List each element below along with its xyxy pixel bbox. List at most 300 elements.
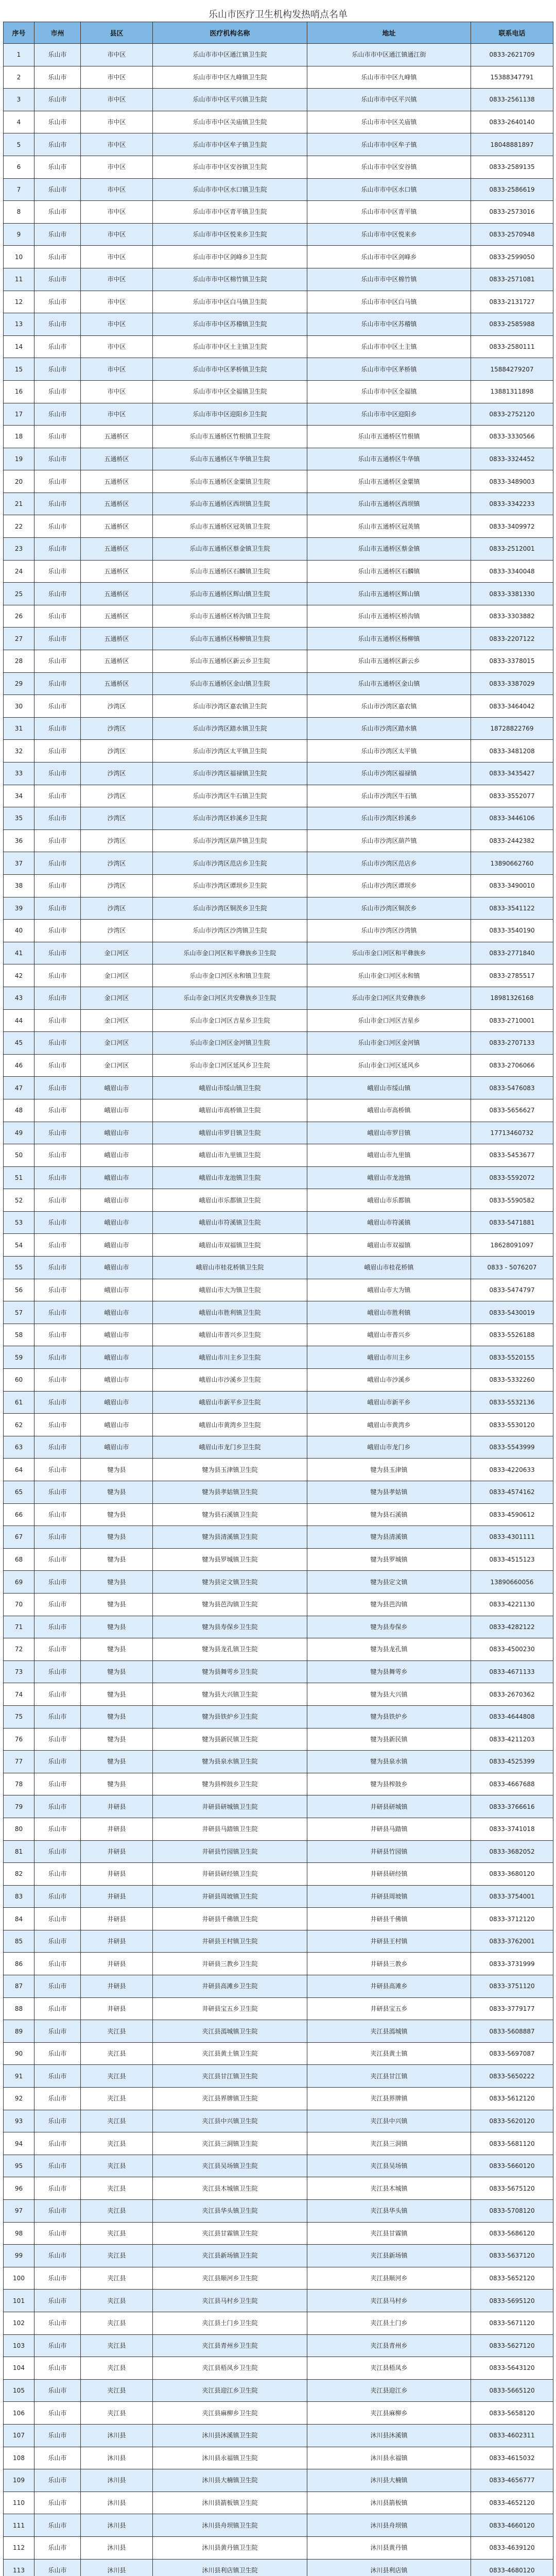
cell-phone: 0833-2561138	[471, 89, 553, 111]
cell-county: 夹江县	[81, 2177, 153, 2200]
cell-no: 96	[4, 2177, 34, 2200]
cell-city: 乐山市	[34, 448, 81, 470]
cell-address: 乐山市市中区茅桥镇	[307, 358, 471, 381]
cell-address: 夹江县新场镇	[307, 2245, 471, 2267]
cell-name: 峨眉山市龙门乡卫生院	[153, 1436, 307, 1459]
cell-phone: 0833-5697087	[471, 2042, 553, 2065]
table-row	[4, 762, 553, 785]
cell-address: 乐山市沙湾区沙湾镇	[307, 920, 471, 942]
table-row	[4, 2088, 553, 2110]
cell-address: 夹江县迎江乡	[307, 2379, 471, 2402]
cell-phone: 0833-3435427	[471, 762, 553, 785]
cell-no: 51	[4, 1166, 34, 1189]
table-row	[4, 1257, 553, 1279]
cell-county: 犍为县	[81, 1593, 153, 1616]
cell-county: 市中区	[81, 201, 153, 224]
cell-address: 乐山市五通桥区西坝镇	[307, 493, 471, 515]
cell-county: 峨眉山市	[81, 1346, 153, 1369]
cell-name: 夹江县马村乡卫生院	[153, 2290, 307, 2312]
cell-phone: 0833-4211203	[471, 1728, 553, 1751]
cell-address: 井研县马踏镇	[307, 1818, 471, 1840]
cell-no: 92	[4, 2088, 34, 2110]
cell-city: 乐山市	[34, 2200, 81, 2223]
cell-name: 沐川县大楠镇卫生院	[153, 2469, 307, 2492]
cell-no: 8	[4, 201, 34, 224]
cell-name: 峨眉山市胜利镇卫生院	[153, 1301, 307, 1324]
cell-no: 43	[4, 987, 34, 1009]
table-row	[4, 2536, 553, 2559]
cell-city: 乐山市	[34, 874, 81, 897]
cell-address: 乐山市市中区青平镇	[307, 201, 471, 224]
cell-address: 乐山市沙湾区谭坝乡	[307, 874, 471, 897]
cell-city: 乐山市	[34, 1391, 81, 1414]
cell-address: 犍为县寿保乡	[307, 1616, 471, 1638]
cell-city: 乐山市	[34, 829, 81, 852]
cell-county: 犍为县	[81, 1773, 153, 1795]
cell-address: 乐山市沙湾区福禄镇	[307, 762, 471, 785]
table-row	[4, 1077, 553, 1099]
cell-city: 乐山市	[34, 605, 81, 628]
cell-phone: 0833-3540190	[471, 920, 553, 942]
cell-name: 乐山市市中区青平镇卫生院	[153, 201, 307, 224]
cell-city: 乐山市	[34, 1436, 81, 1459]
cell-county: 沙湾区	[81, 717, 153, 740]
cell-name: 乐山市五通桥区冠英镇卫生院	[153, 515, 307, 538]
cell-county: 五通桥区	[81, 448, 153, 470]
cell-name: 乐山市沙湾区踏水镇卫生院	[153, 717, 307, 740]
cell-phone: 0833-2752120	[471, 403, 553, 426]
table-row	[4, 1705, 553, 1728]
table-row	[4, 1234, 553, 1257]
cell-no: 68	[4, 1548, 34, 1571]
cell-no: 46	[4, 1054, 34, 1077]
cell-no: 40	[4, 920, 34, 942]
cell-address: 乐山市市中区平兴镇	[307, 89, 471, 111]
cell-name: 峨眉山市罗目镇卫生院	[153, 1122, 307, 1144]
cell-no: 39	[4, 897, 34, 920]
cell-city: 乐山市	[34, 335, 81, 358]
cell-name: 乐山市市中区安谷镇卫生院	[153, 156, 307, 178]
table-row	[4, 852, 553, 875]
cell-phone: 0833-5543999	[471, 1436, 553, 1459]
cell-phone: 0833-3731999	[471, 1953, 553, 1975]
cell-city: 乐山市	[34, 942, 81, 964]
table-row	[4, 538, 553, 561]
cell-county: 犍为县	[81, 1728, 153, 1751]
cell-no: 74	[4, 1683, 34, 1706]
cell-address: 沐川县舟坝镇	[307, 2514, 471, 2537]
cell-address: 夹江县三洞镇	[307, 2132, 471, 2155]
table-row	[4, 2132, 553, 2155]
table-row	[4, 1346, 553, 1369]
cell-name: 夹江县吴场镇卫生院	[153, 2155, 307, 2177]
cell-name: 沐川县利店镇卫生院	[153, 2559, 307, 2576]
cell-city: 乐山市	[34, 1638, 81, 1661]
cell-address: 夹江县华头镇	[307, 2200, 471, 2223]
cell-no: 5	[4, 133, 34, 156]
cell-city: 乐山市	[34, 1369, 81, 1392]
cell-address: 乐山市沙湾区葫芦镇	[307, 829, 471, 852]
cell-phone: 0833-2771840	[471, 942, 553, 964]
cell-no: 9	[4, 223, 34, 246]
cell-name: 夹江县麻柳乡卫生院	[153, 2402, 307, 2425]
cell-address: 夹江县漹城镇	[307, 2020, 471, 2043]
cell-phone: 0833-4667688	[471, 1773, 553, 1795]
cell-phone: 0833-2571081	[471, 268, 553, 291]
cell-name: 夹江县黄土镇卫生院	[153, 2042, 307, 2065]
cell-county: 市中区	[81, 313, 153, 336]
cell-county: 峨眉山市	[81, 1189, 153, 1212]
cell-address: 乐山市市中区棉竹镇	[307, 268, 471, 291]
table-row	[4, 1683, 553, 1706]
cell-address: 峨眉山市沙溪乡	[307, 1369, 471, 1392]
cell-name: 峨眉山市绥山镇卫生院	[153, 1077, 307, 1099]
cell-phone: 0833-3741018	[471, 1818, 553, 1840]
cell-city: 乐山市	[34, 1751, 81, 1773]
cell-county: 井研县	[81, 1818, 153, 1840]
table-row	[4, 313, 553, 336]
cell-county: 沙湾区	[81, 852, 153, 875]
cell-no: 49	[4, 1122, 34, 1144]
cell-name: 乐山市市中区茅桥镇卫生院	[153, 358, 307, 381]
cell-county: 市中区	[81, 291, 153, 313]
table-row	[4, 1795, 553, 1818]
cell-city: 乐山市	[34, 1526, 81, 1549]
table-row	[4, 2042, 553, 2065]
cell-name: 峨眉山市高桥镇卫生院	[153, 1099, 307, 1122]
cell-phone: 0833-2580111	[471, 335, 553, 358]
table-row	[4, 268, 553, 291]
cell-county: 峨眉山市	[81, 1144, 153, 1167]
cell-no: 24	[4, 560, 34, 583]
cell-address: 乐山市金口河区金河镇	[307, 1032, 471, 1055]
cell-city: 乐山市	[34, 1773, 81, 1795]
cell-city: 乐山市	[34, 178, 81, 201]
cell-city: 乐山市	[34, 920, 81, 942]
cell-phone: 0833-4680120	[471, 2559, 553, 2576]
cell-county: 峨眉山市	[81, 1211, 153, 1234]
table-row	[4, 1728, 553, 1751]
cell-name: 犍为县大兴镇卫生院	[153, 1683, 307, 1706]
fever-clinic-table	[3, 22, 553, 2576]
cell-address: 夹江县顺河乡	[307, 2267, 471, 2290]
table-row	[4, 1032, 553, 1055]
cell-name: 乐山市五通桥区西坝镇卫生院	[153, 493, 307, 515]
cell-address: 乐山市沙湾区范店乡	[307, 852, 471, 875]
cell-county: 市中区	[81, 111, 153, 133]
cell-address: 夹江县界牌镇	[307, 2088, 471, 2110]
cell-phone: 0833-5637120	[471, 2245, 553, 2267]
table-body	[4, 44, 553, 2576]
cell-no: 62	[4, 1414, 34, 1436]
cell-county: 市中区	[81, 246, 153, 268]
cell-name: 乐山市五通桥区竹根镇卫生院	[153, 426, 307, 448]
cell-no: 95	[4, 2155, 34, 2177]
table-row	[4, 1369, 553, 1392]
cell-address: 沐川县利店镇	[307, 2559, 471, 2576]
cell-address: 乐山市市中区九峰镇	[307, 66, 471, 89]
cell-no: 98	[4, 2222, 34, 2245]
cell-no: 21	[4, 493, 34, 515]
cell-city: 乐山市	[34, 987, 81, 1009]
table-row	[4, 44, 553, 66]
cell-address: 井研县三教乡	[307, 1953, 471, 1975]
cell-address: 犍为县孝姑镇	[307, 1481, 471, 1504]
cell-county: 沐川县	[81, 2424, 153, 2447]
cell-no: 29	[4, 672, 34, 695]
cell-name: 犍为县石溪镇卫生院	[153, 1503, 307, 1526]
cell-no: 59	[4, 1346, 34, 1369]
cell-name: 乐山市市中区关庙镇卫生院	[153, 111, 307, 133]
cell-name: 犍为县芭沟镇卫生院	[153, 1593, 307, 1616]
cell-address: 犍为县玉津镇	[307, 1459, 471, 1481]
cell-address: 乐山市沙湾区轸溪乡	[307, 807, 471, 830]
cell-county: 市中区	[81, 358, 153, 381]
cell-phone: 0833-5612120	[471, 2088, 553, 2110]
table-row	[4, 2020, 553, 2043]
cell-phone: 18628091097	[471, 1234, 553, 1257]
cell-name: 乐山市五通桥区杨柳镇卫生院	[153, 628, 307, 650]
cell-phone: 18981326168	[471, 987, 553, 1009]
cell-phone: 0833-4220633	[471, 1459, 553, 1481]
table-row	[4, 987, 553, 1009]
cell-city: 乐山市	[34, 156, 81, 178]
table-row	[4, 1593, 553, 1616]
cell-address: 犍为县芭沟镇	[307, 1593, 471, 1616]
cell-name: 井研县马踏镇卫生院	[153, 1818, 307, 1840]
cell-name: 夹江县梧凤乡卫生院	[153, 2357, 307, 2380]
table-row	[4, 89, 553, 111]
cell-name: 乐山市市中区迎阳乡卫生院	[153, 403, 307, 426]
cell-no: 37	[4, 852, 34, 875]
cell-county: 犍为县	[81, 1571, 153, 1594]
table-row	[4, 2110, 553, 2132]
table-row	[4, 335, 553, 358]
cell-no: 91	[4, 2065, 34, 2088]
table-row	[4, 560, 553, 583]
header-county: 县区	[81, 22, 153, 44]
cell-city: 乐山市	[34, 2312, 81, 2334]
cell-county: 犍为县	[81, 1459, 153, 1481]
table-row	[4, 470, 553, 493]
cell-phone: 0833-3464042	[471, 695, 553, 718]
cell-phone: 0833-4660120	[471, 2514, 553, 2537]
table-row	[4, 785, 553, 807]
cell-phone: 0833-2573016	[471, 201, 553, 224]
cell-county: 五通桥区	[81, 560, 153, 583]
cell-phone: 0833-2589135	[471, 156, 553, 178]
cell-address: 井研县高滩乡	[307, 1975, 471, 1998]
table-row	[4, 403, 553, 426]
table-row	[4, 2155, 553, 2177]
cell-no: 66	[4, 1503, 34, 1526]
cell-city: 乐山市	[34, 1818, 81, 1840]
table-row	[4, 2447, 553, 2469]
cell-no: 83	[4, 1885, 34, 1908]
cell-name: 峨眉山市川主乡卫生院	[153, 1346, 307, 1369]
cell-city: 乐山市	[34, 1840, 81, 1863]
cell-address: 峨眉山市胜利镇	[307, 1301, 471, 1324]
cell-county: 峨眉山市	[81, 1369, 153, 1392]
table-row	[4, 2222, 553, 2245]
cell-county: 犍为县	[81, 1548, 153, 1571]
table-row	[4, 2492, 553, 2514]
cell-city: 乐山市	[34, 1077, 81, 1099]
cell-county: 沐川县	[81, 2514, 153, 2537]
cell-city: 乐山市	[34, 2132, 81, 2155]
cell-address: 沐川县大楠镇	[307, 2469, 471, 2492]
cell-phone: 0833-5526188	[471, 1324, 553, 1346]
cell-address: 夹江县木城镇	[307, 2177, 471, 2200]
cell-no: 7	[4, 178, 34, 201]
cell-address: 乐山市金口河区永和镇	[307, 964, 471, 987]
cell-address: 乐山市五通桥区桥沟镇	[307, 605, 471, 628]
cell-city: 乐山市	[34, 1234, 81, 1257]
cell-phone: 0833-3303882	[471, 605, 553, 628]
cell-city: 乐山市	[34, 1099, 81, 1122]
cell-address: 井研县王村镇	[307, 1930, 471, 1953]
cell-name: 沐川县黄丹镇卫生院	[153, 2536, 307, 2559]
cell-name: 夹江县中兴镇卫生院	[153, 2110, 307, 2132]
cell-phone: 0833-4515123	[471, 1548, 553, 1571]
table-row	[4, 380, 553, 403]
cell-phone: 0833-5627120	[471, 2334, 553, 2357]
cell-address: 峨眉山市高桥镇	[307, 1099, 471, 1122]
cell-address: 乐山市市中区苏稽镇	[307, 313, 471, 336]
cell-address: 犍为县新民镇	[307, 1728, 471, 1751]
cell-city: 乐山市	[34, 897, 81, 920]
cell-address: 乐山市市中区水口镇	[307, 178, 471, 201]
cell-city: 乐山市	[34, 1414, 81, 1436]
cell-city: 乐山市	[34, 426, 81, 448]
cell-city: 乐山市	[34, 2334, 81, 2357]
cell-county: 市中区	[81, 268, 153, 291]
cell-phone: 0833-4652120	[471, 2492, 553, 2514]
cell-county: 市中区	[81, 380, 153, 403]
cell-county: 沐川县	[81, 2492, 153, 2514]
cell-address: 峨眉山市符溪镇	[307, 1211, 471, 1234]
cell-county: 犍为县	[81, 1751, 153, 1773]
cell-name: 乐山市沙湾区范店乡卫生院	[153, 852, 307, 875]
cell-address: 犍为县大兴镇	[307, 1683, 471, 1706]
table-row	[4, 1930, 553, 1953]
cell-address: 乐山市市中区剑峰乡	[307, 246, 471, 268]
cell-name: 峨眉山市符溪镇卫生院	[153, 1211, 307, 1234]
cell-no: 47	[4, 1077, 34, 1099]
cell-city: 乐山市	[34, 358, 81, 381]
cell-city: 乐山市	[34, 1705, 81, 1728]
cell-county: 沙湾区	[81, 740, 153, 762]
cell-name: 沐川县沐溪镇卫生院	[153, 2424, 307, 2447]
cell-county: 犍为县	[81, 1503, 153, 1526]
cell-phone: 0833-3481208	[471, 740, 553, 762]
cell-name: 乐山市沙湾区谭坝乡卫生院	[153, 874, 307, 897]
cell-county: 金口河区	[81, 964, 153, 987]
cell-county: 金口河区	[81, 1009, 153, 1032]
cell-city: 乐山市	[34, 223, 81, 246]
cell-no: 102	[4, 2312, 34, 2334]
cell-city: 乐山市	[34, 2447, 81, 2469]
cell-county: 峨眉山市	[81, 1391, 153, 1414]
cell-no: 2	[4, 66, 34, 89]
cell-phone: 0833-4656777	[471, 2469, 553, 2492]
cell-address: 乐山市市中区白马镇	[307, 291, 471, 313]
cell-city: 乐山市	[34, 852, 81, 875]
cell-no: 64	[4, 1459, 34, 1481]
cell-city: 乐山市	[34, 313, 81, 336]
cell-county: 沙湾区	[81, 874, 153, 897]
cell-no: 61	[4, 1391, 34, 1414]
cell-city: 乐山市	[34, 1728, 81, 1751]
cell-county: 井研县	[81, 1840, 153, 1863]
cell-address: 夹江县梧凤乡	[307, 2357, 471, 2380]
cell-no: 106	[4, 2402, 34, 2425]
cell-city: 乐山市	[34, 583, 81, 605]
cell-name: 峨眉山市黄湾乡卫生院	[153, 1414, 307, 1436]
cell-no: 101	[4, 2290, 34, 2312]
cell-phone: 0833-4301111	[471, 1526, 553, 1549]
cell-address: 乐山市五通桥区金粟镇	[307, 470, 471, 493]
cell-name: 犍为县铁炉乡卫生院	[153, 1705, 307, 1728]
cell-phone: 0833-4574162	[471, 1481, 553, 1504]
cell-name: 乐山市金口河区吉星乡卫生院	[153, 1009, 307, 1032]
cell-no: 75	[4, 1705, 34, 1728]
cell-name: 夹江县华头镇卫生院	[153, 2200, 307, 2223]
cell-county: 井研县	[81, 1908, 153, 1930]
table-row	[4, 1009, 553, 1032]
cell-no: 44	[4, 1009, 34, 1032]
cell-no: 26	[4, 605, 34, 628]
cell-city: 乐山市	[34, 2088, 81, 2110]
table-row	[4, 1166, 553, 1189]
cell-address: 乐山市五通桥区石麟镇	[307, 560, 471, 583]
cell-address: 夹江县麻柳乡	[307, 2402, 471, 2425]
cell-no: 53	[4, 1211, 34, 1234]
cell-no: 87	[4, 1975, 34, 1998]
cell-address: 峨眉山市新平乡	[307, 1391, 471, 1414]
cell-phone: 0833-5650222	[471, 2065, 553, 2088]
cell-name: 乐山市五通桥区桥沟镇卫生院	[153, 605, 307, 628]
cell-name: 犍为县新民镇卫生院	[153, 1728, 307, 1751]
cell-name: 乐山市金口河区金河镇卫生院	[153, 1032, 307, 1055]
table-row	[4, 2334, 553, 2357]
table-row	[4, 66, 553, 89]
cell-no: 103	[4, 2334, 34, 2357]
cell-address: 沐川县箭板镇	[307, 2492, 471, 2514]
table-row	[4, 1638, 553, 1661]
table-row	[4, 583, 553, 605]
cell-address: 乐山市市中区迎阳乡	[307, 403, 471, 426]
cell-county: 峨眉山市	[81, 1234, 153, 1257]
cell-address: 沐川县黄丹镇	[307, 2536, 471, 2559]
cell-name: 乐山市市中区白马镇卫生院	[153, 291, 307, 313]
cell-city: 乐山市	[34, 1481, 81, 1504]
cell-name: 峨眉山市大为镇卫生院	[153, 1279, 307, 1301]
cell-city: 乐山市	[34, 133, 81, 156]
cell-address: 乐山市五通桥区冠英镇	[307, 515, 471, 538]
cell-no: 17	[4, 403, 34, 426]
cell-county: 沐川县	[81, 2559, 153, 2576]
table-row	[4, 1189, 553, 1212]
cell-name: 犍为县孝姑镇卫生院	[153, 1481, 307, 1504]
cell-phone: 0833-3340048	[471, 560, 553, 583]
cell-city: 乐山市	[34, 717, 81, 740]
cell-city: 乐山市	[34, 964, 81, 987]
cell-no: 80	[4, 1818, 34, 1840]
cell-city: 乐山市	[34, 1032, 81, 1055]
cell-city: 乐山市	[34, 1009, 81, 1032]
cell-city: 乐山市	[34, 2065, 81, 2088]
